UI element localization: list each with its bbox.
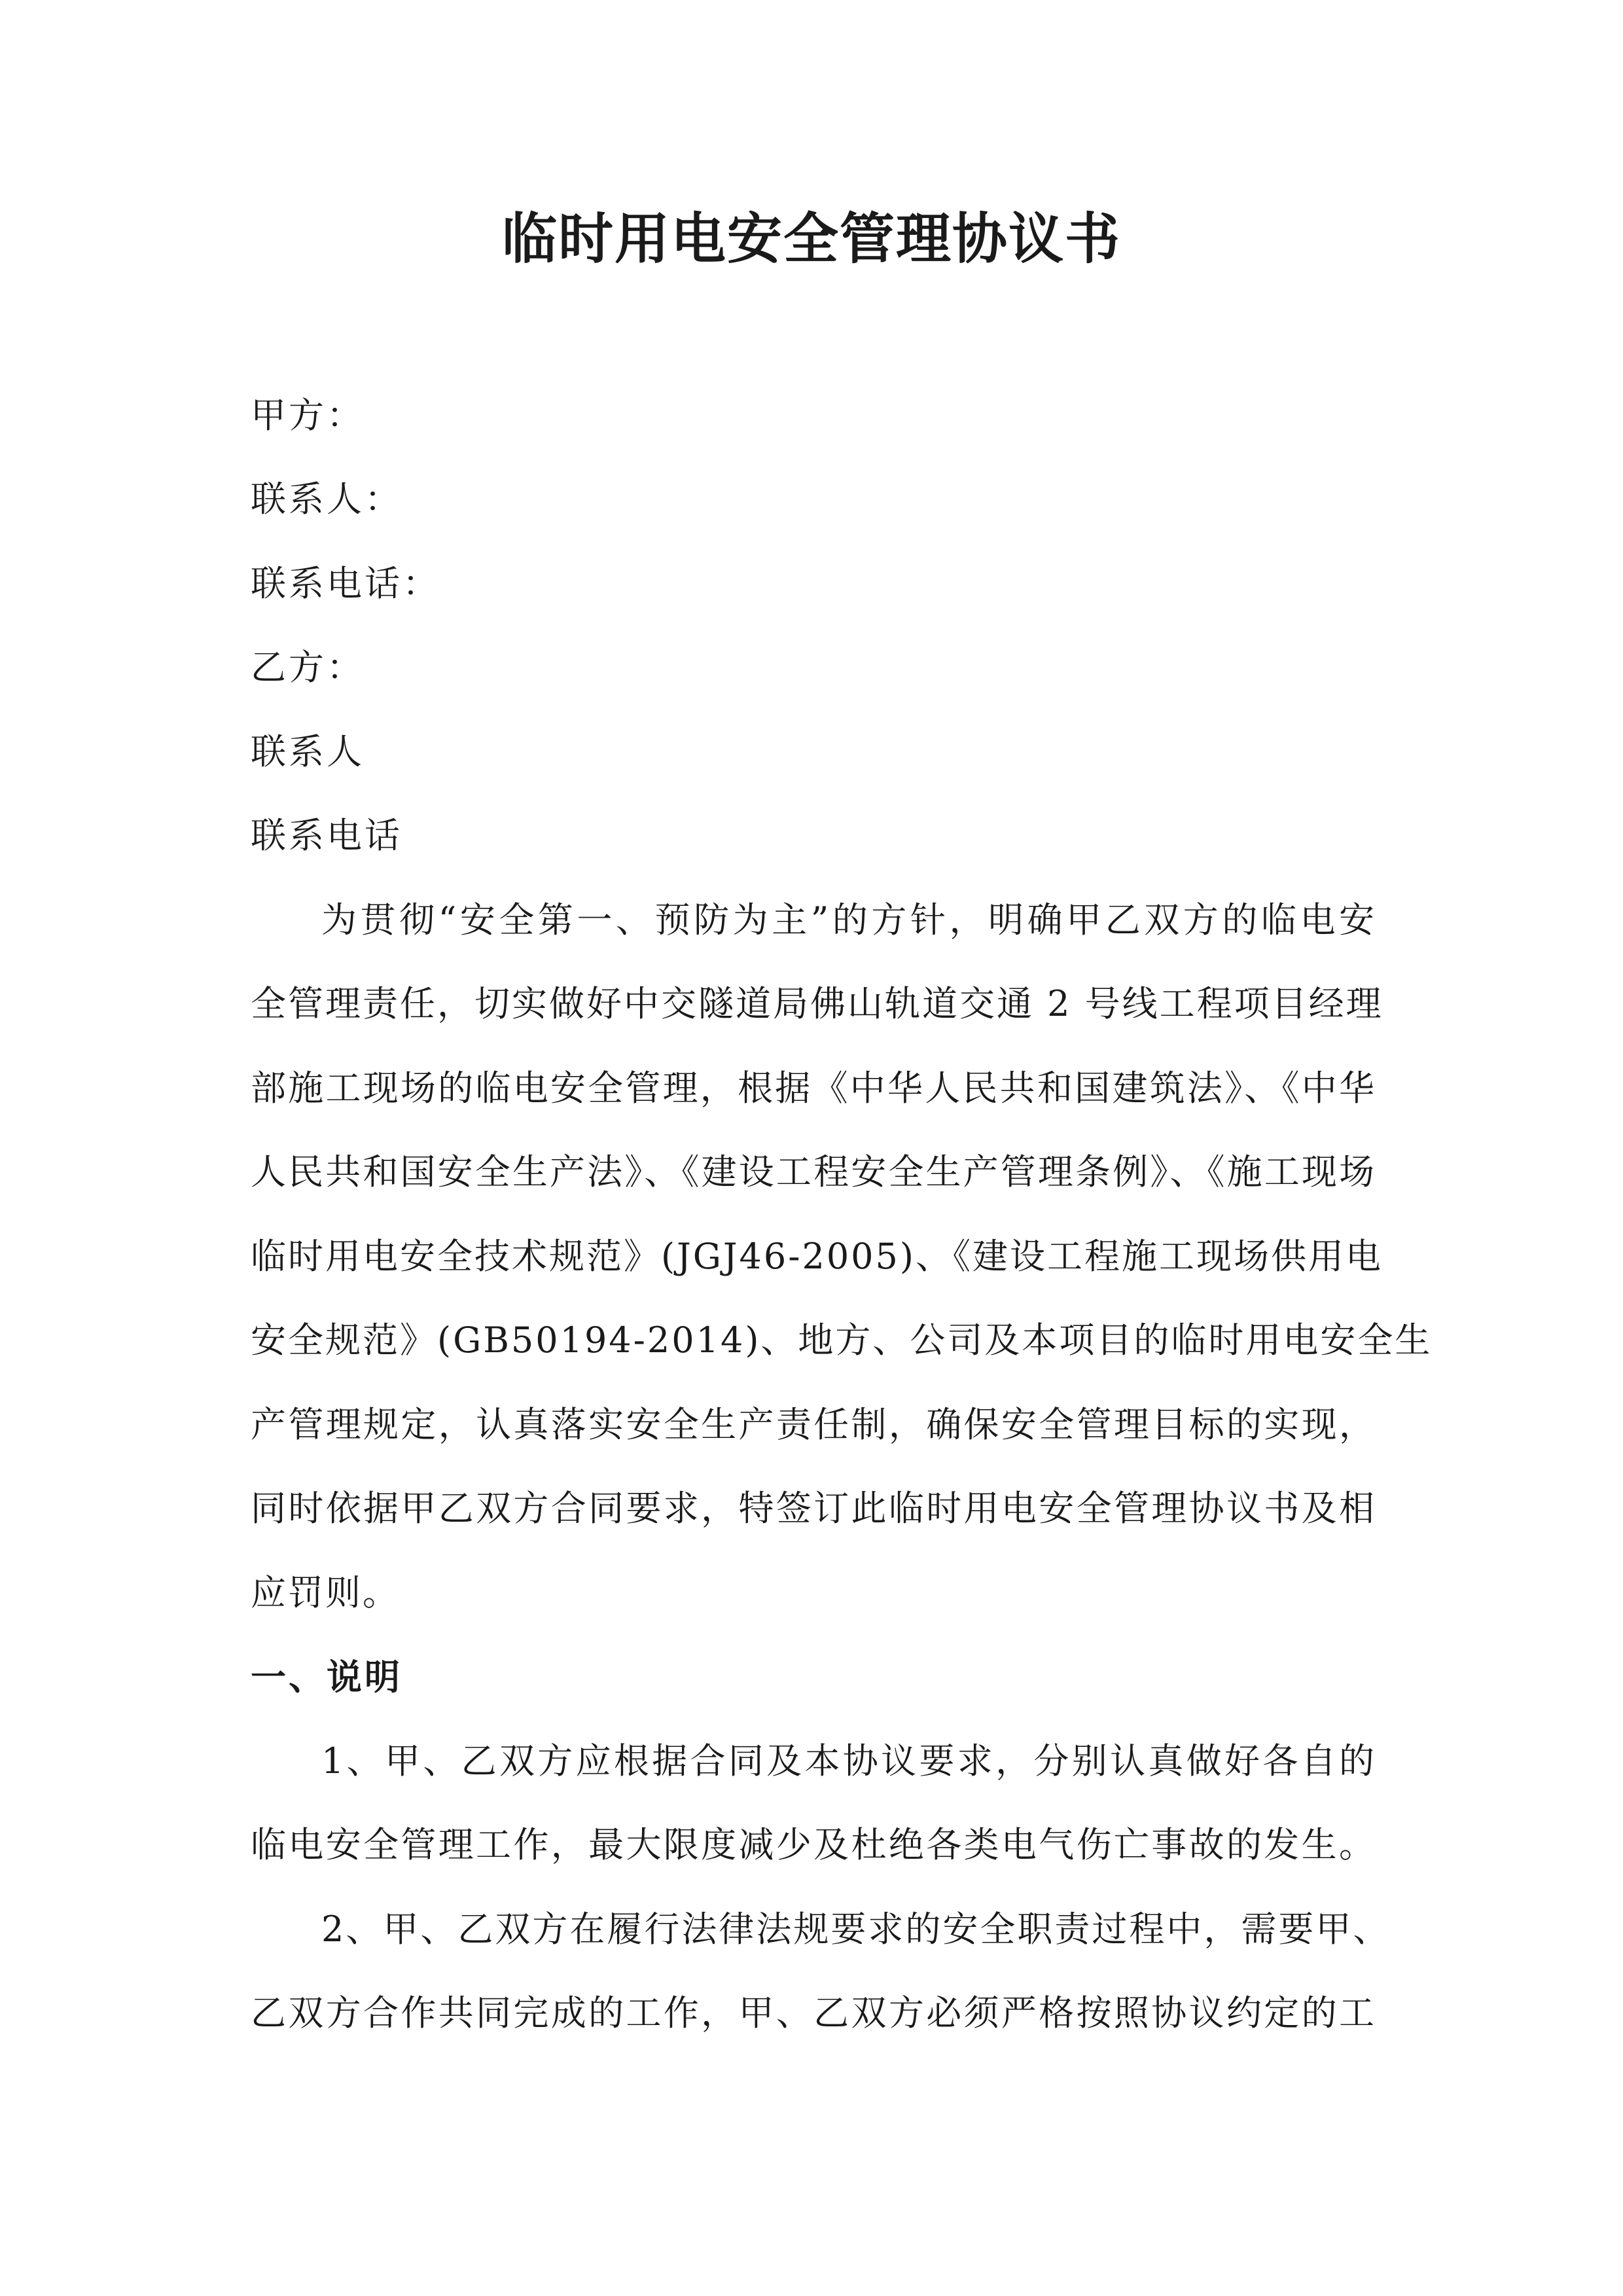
- intro-line: 产管理规定，认真落实安全生产责任制，确保安全管理目标的实现，: [251, 1404, 1376, 1445]
- item-line: 1、甲、乙双方应根据合同及本协议要求，分别认真做好各自的: [321, 1740, 1376, 1782]
- item-line: 乙双方合作共同完成的工作，甲、乙双方必须严格按照协议约定的工: [251, 1992, 1376, 2034]
- intro-line: 部施工现场的临电安全管理，根据《中华人民共和国建筑法》、《中华: [251, 1067, 1376, 1109]
- party-b-field: 乙方：: [251, 647, 365, 688]
- section-heading: 一、说明: [251, 1656, 402, 1698]
- party-b-phone-field: 联系电话: [251, 815, 402, 856]
- party-a-contact-field: 联系人：: [251, 478, 402, 520]
- party-b-contact-field: 联系人: [251, 731, 365, 772]
- item-line: 临电安全管理工作，最大限度减少及杜绝各类电气伤亡事故的发生。: [251, 1824, 1376, 1865]
- intro-line: 临时用电安全技术规范》(JGJ46-2005)、《建设工程施工现场供用电: [251, 1236, 1383, 1277]
- party-a-field: 甲方：: [251, 395, 365, 436]
- document-title: 临时用电安全管理协议书: [501, 206, 1121, 271]
- party-a-phone-field: 联系电话：: [251, 563, 440, 604]
- intro-line: 同时依据甲乙双方合同要求，特签订此临时用电安全管理协议书及相: [251, 1488, 1376, 1529]
- item-line: 2、甲、乙双方在履行法律法规要求的安全职责过程中，需要甲、: [321, 1909, 1391, 1950]
- intro-line: 安全规范》(GB50194-2014)、地方、公司及本项目的临时用电安全生: [251, 1319, 1433, 1361]
- intro-line: 人民共和国安全生产法》、《建设工程安全生产管理条例》、《施工现场: [251, 1151, 1376, 1193]
- intro-line: 为贯彻“安全第一、预防为主”的方针，明确甲乙双方的临电安: [321, 899, 1376, 941]
- intro-line: 全管理责任，切实做好中交隧道局佛山轨道交通 2 号线工程项目经理: [251, 983, 1383, 1024]
- intro-line: 应罚则。: [251, 1572, 400, 1613]
